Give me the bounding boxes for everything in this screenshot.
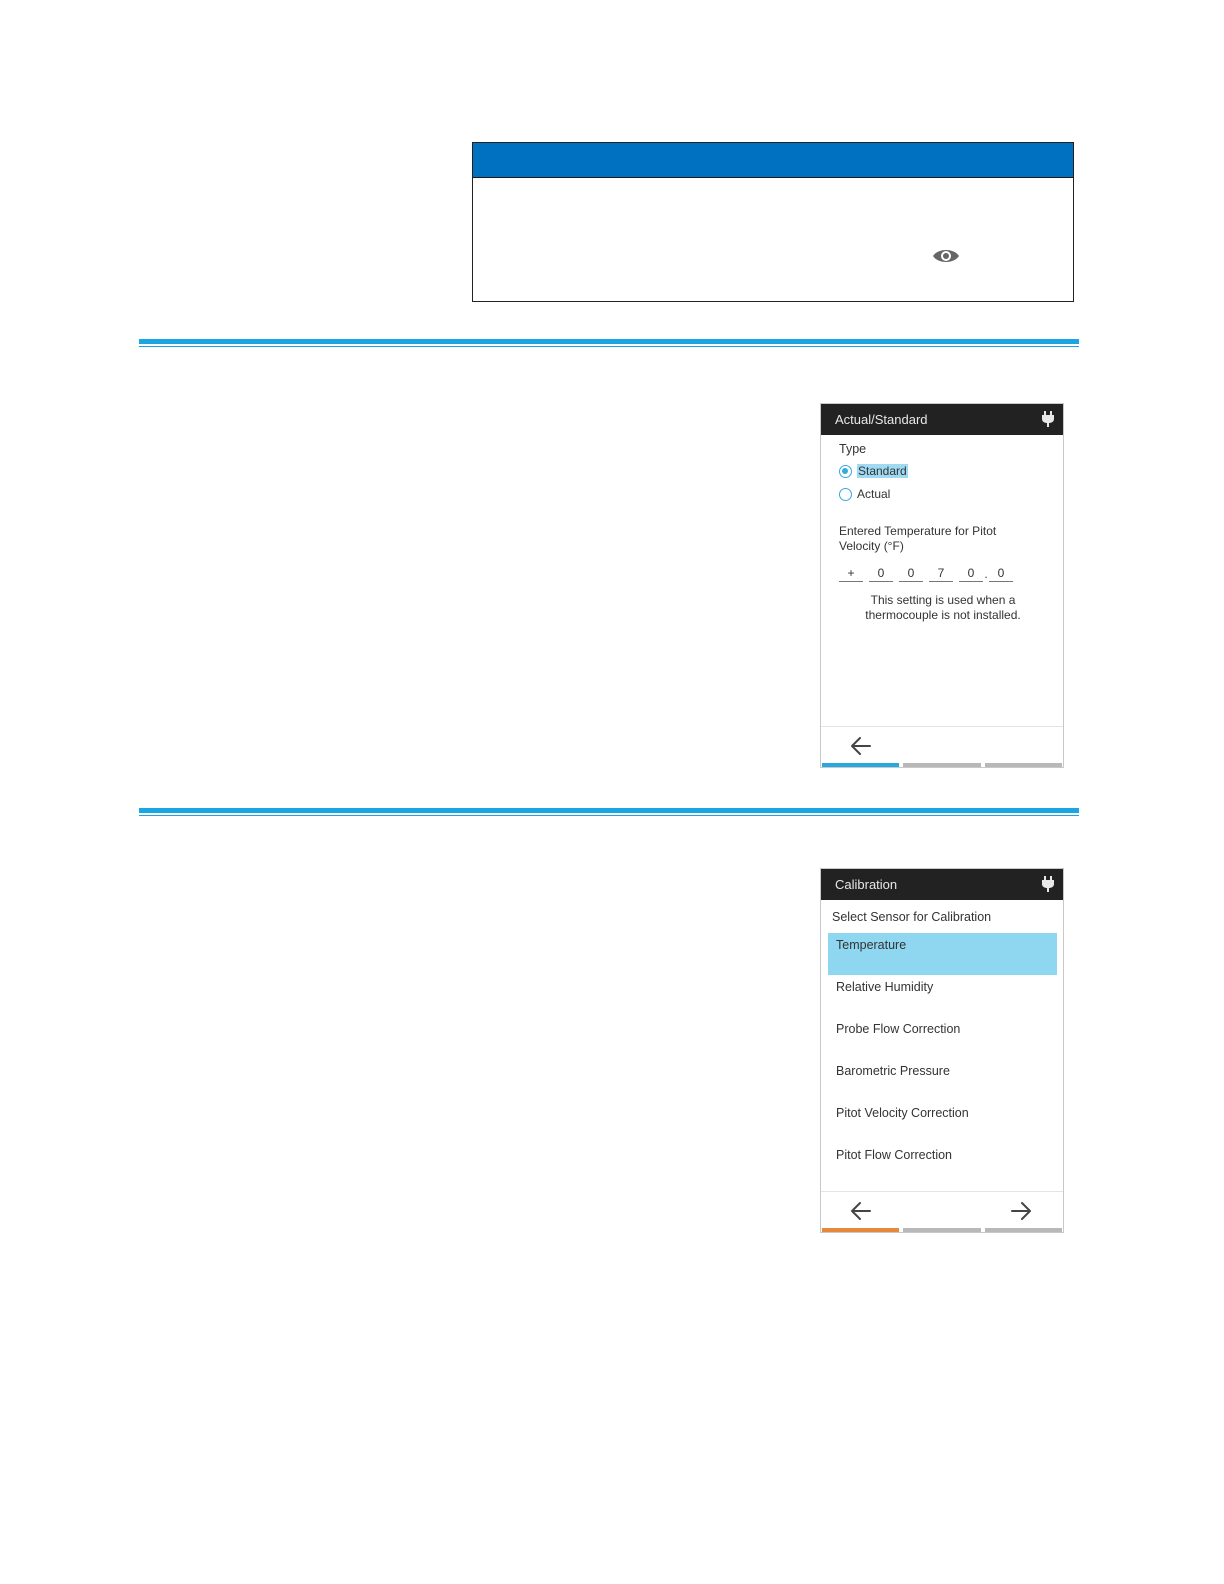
list-item-pitot-flow-correction[interactable]: Pitot Flow Correction — [836, 1148, 953, 1162]
note-box — [472, 142, 1074, 302]
eye-icon — [932, 246, 960, 266]
list-item-relative-humidity[interactable]: Relative Humidity — [836, 980, 934, 994]
screen-title-bar — [821, 404, 1063, 435]
temperature-digit-entry[interactable] — [839, 564, 1019, 582]
power-plug-icon — [1041, 876, 1055, 892]
screen-title: Calibration — [835, 877, 898, 892]
list-item-barometric-pressure[interactable]: Barometric Pressure — [836, 1064, 950, 1078]
list-item-pitot-velocity-correction[interactable]: Pitot Velocity Correction — [836, 1106, 969, 1120]
sensor-list — [828, 933, 1057, 1185]
digit-field[interactable]: + — [839, 565, 863, 582]
section-divider — [139, 808, 1079, 817]
screen-title: Actual/Standard — [835, 412, 928, 427]
help-text: This setting is used when a thermocouple is not installed. — [865, 593, 1021, 622]
bottom-nav-bar — [821, 726, 1063, 767]
arrow-left-icon[interactable] — [849, 1200, 873, 1222]
actual-standard-screen — [820, 403, 1064, 768]
calibration-prompt: Select Sensor for Calibration — [832, 910, 992, 924]
digit-field[interactable]: 0 — [899, 565, 923, 582]
radio-button[interactable] — [839, 488, 852, 501]
arrow-left-icon[interactable] — [849, 735, 873, 757]
radio-label: Standard — [858, 464, 907, 478]
page-indicator — [822, 1228, 1062, 1232]
page-indicator-segment — [903, 763, 980, 767]
digit-field[interactable]: 7 — [929, 565, 953, 582]
type-label: Type — [839, 442, 867, 456]
screen-title-bar — [821, 869, 1063, 900]
radio-label: Actual — [857, 487, 891, 501]
temperature-label: Entered Temperature for Pitot Velocity (°F) — [839, 524, 997, 553]
radio-option-standard[interactable] — [839, 462, 908, 480]
page-indicator-segment-active — [822, 1228, 899, 1232]
radio-option-actual[interactable] — [839, 485, 890, 503]
list-item-temperature[interactable]: Temperature — [828, 933, 1057, 975]
list-item-probe-flow-correction[interactable]: Probe Flow Correction — [836, 1022, 961, 1036]
calibration-screen — [820, 868, 1064, 1233]
radio-button-checked[interactable] — [839, 465, 852, 478]
page-indicator-segment-active — [822, 763, 899, 767]
decimal-separator: . — [984, 567, 988, 581]
digit-field[interactable]: 0 — [989, 565, 1013, 582]
arrow-right-icon[interactable] — [1009, 1200, 1033, 1222]
section-divider — [139, 339, 1079, 348]
page-indicator-segment — [903, 1228, 980, 1232]
page-indicator — [822, 763, 1062, 767]
page-indicator-segment — [985, 1228, 1062, 1232]
note-header-bar — [473, 143, 1073, 178]
power-plug-icon — [1041, 411, 1055, 427]
bottom-nav-bar — [821, 1191, 1063, 1232]
digit-field[interactable]: 0 — [869, 565, 893, 582]
page-indicator-segment — [985, 763, 1062, 767]
digit-field[interactable]: 0 — [959, 565, 983, 582]
